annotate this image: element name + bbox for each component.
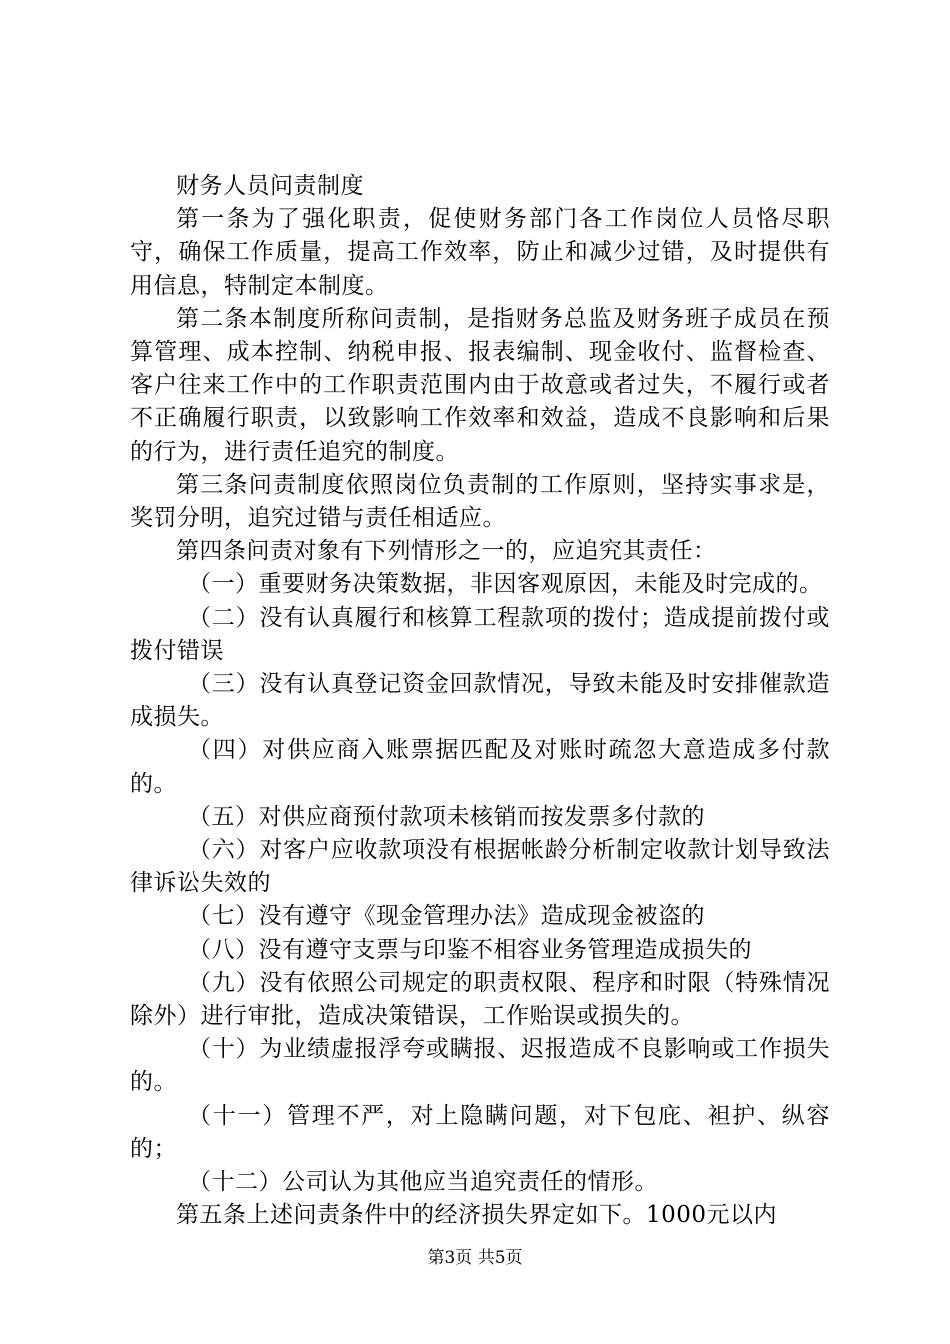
page-number-label: 第3页 共5页 (427, 1248, 523, 1268)
document-title: 财务人员问责制度 (176, 173, 364, 199)
article-5: 第五条上述问责条件中的经济损失界定如下。1000元以内 (176, 1202, 778, 1229)
article-1: 第一条为了强化职责，促使财务部门各工作岗位人员恪尽职守，确保工作质量，提高工作效率，防止和减少过错，及时提供有用信息，特制定本制度。 (130, 206, 830, 299)
list-item-3: （三）没有认真登记资金回款情况，导致未能及时安排催款造成损失。 (130, 671, 830, 731)
article-2: 第二条本制度所称问责制，是指财务总监及财务班子成员在预算管理、成本控制、纳税申报、报表编制、现金收付、监督检查、客户往来工作中的工作职责范围内由于故意或者过失，不履行或者不正确履行职责，以致影响工作效率和效益，造成不良影响和后果的行为，进行责任追究的制度。 (130, 305, 830, 465)
list-item-6: （六）对客户应收款项没有根据帐龄分析制定收款计划导致法律诉讼失效的 (130, 837, 830, 897)
article-3: 第三条问责制度依照岗位负责制的工作原则，坚持实事求是，奖罚分明，追究过错与责任相适应。 (130, 471, 830, 532)
list-item-11: （十一）管理不严，对上隐瞒问题，对下包庇、袒护、纵容的； (130, 1102, 830, 1162)
list-item-10: （十）为业绩虚报浮夸或瞒报、迟报造成不良影响或工作损失的。 (130, 1036, 830, 1096)
list-item-5: （五）对供应商预付款项未核销而按发票多付款的 (188, 803, 705, 830)
page-footer (0, 1243, 950, 1268)
list-item-12: （十二）公司认为其他应当追究责任的情形。 (188, 1169, 658, 1196)
list-item-2: （二）没有认真履行和核算工程款项的拨付；造成提前拨付或拨付错误 (130, 604, 830, 664)
document-body (130, 170, 830, 1233)
list-item-7: （七）没有遵守《现金管理办法》造成现金被盗的 (188, 903, 705, 930)
article-4: 第四条问责对象有下列情形之一的，应追究其责任： (176, 538, 717, 565)
list-item-9: （九）没有依照公司规定的职责权限、程序和时限（特殊情况除外）进行审批，造成决策错误，工作贻误或损失的。 (130, 969, 830, 1030)
list-item-8: （八）没有遵守支票与印鉴不相容业务管理造成损失的 (188, 936, 752, 963)
list-item-4: （四）对供应商入账票据匹配及对账时疏忽大意造成多付款的。 (130, 737, 830, 797)
list-item-1: （一）重要财务决策数据，非因客观原因，未能及时完成的。 (188, 571, 823, 598)
